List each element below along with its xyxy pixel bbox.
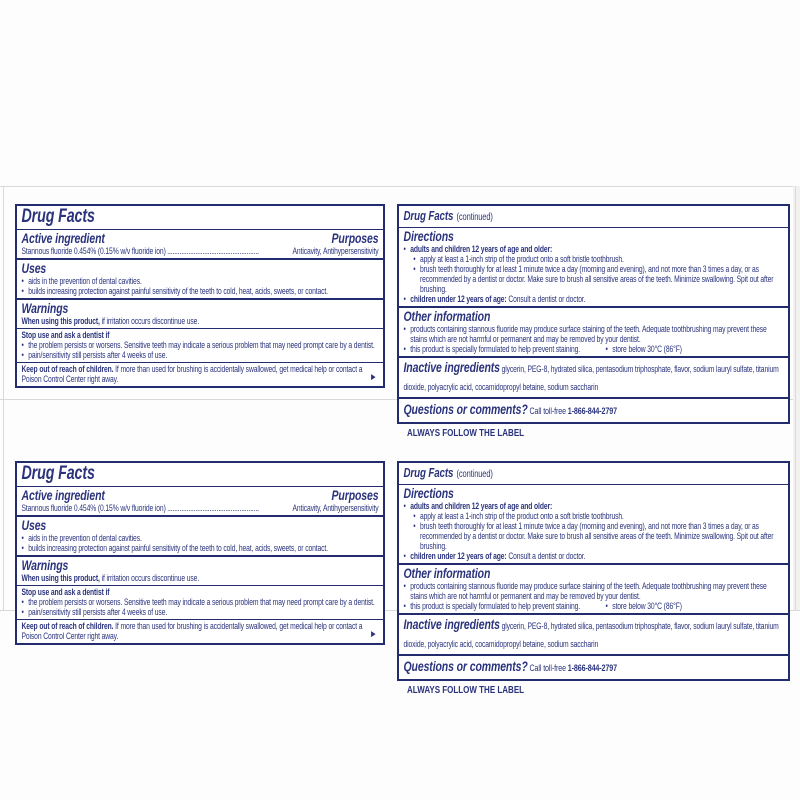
when-using-line (22, 573, 379, 583)
directions-children-line (410, 551, 585, 561)
uses-section (17, 517, 383, 555)
keep-out-rest: If more than used for brushing is accidentally swallowed, get medical help or contact a Poison Control Center right away. (21, 621, 363, 641)
keep-out-line (22, 621, 370, 641)
bullet-icon: • (403, 581, 406, 591)
active-ingredient-heading-row (22, 231, 379, 246)
bullet-icon: • (21, 276, 24, 286)
when-using-bold: When using this product, (21, 573, 100, 583)
bullet-icon: • (403, 324, 406, 334)
stop-use-bullet-2 (22, 607, 379, 617)
other-info-bullet-row (404, 344, 784, 354)
ingredient-name: Stannous fluoride 0.454% (0.15% w/v fluoride ion) (21, 246, 166, 256)
directions-sub-bullet-2 (413, 264, 783, 294)
bullet-icon: • (21, 533, 24, 543)
directions-adults-bullet (404, 244, 784, 254)
drug-facts-title: Drug Facts (21, 463, 95, 484)
inactive-ingredients-section (399, 358, 788, 397)
drug-facts-title-row (17, 463, 383, 486)
active-ingredient-heading-row (22, 488, 379, 503)
drug-facts-title-row (17, 206, 383, 229)
continue-arrow-icon: ► (369, 629, 377, 640)
questions-phone-number: 1-866-844-2797 (567, 406, 617, 417)
drug-facts-left-box (15, 461, 385, 645)
ingredient-row (22, 246, 379, 256)
uses-bullet-1-text: aids in the prevention of dental cavities. (28, 276, 142, 286)
bullet-icon: • (403, 501, 406, 511)
warnings-heading: Warnings (21, 557, 69, 573)
uses-bullet-1-text: aids in the prevention of dental cavities. (28, 533, 142, 543)
purposes-heading: Purposes (331, 230, 379, 246)
drug-facts-title: Drug Facts (21, 206, 95, 227)
dot-leader: .................................................... (167, 503, 259, 513)
drug-facts-right-box (397, 204, 790, 424)
keep-out-bold: Keep out of reach of children. (21, 621, 114, 631)
inactive-ingredients-text: glycerin, PEG-8, hydrated silica, pentasodium triphosphate, flavor, sodium lauryl sulfate, titanium dioxide, polyacrylic acid, cocamidopropyl betaine, sodium saccharin (403, 621, 779, 649)
directions-adults-bullet (404, 501, 784, 511)
other-info-bullet-1 (404, 581, 784, 601)
keep-out-section (17, 620, 383, 643)
warnings-section (17, 557, 383, 585)
active-ingredient-heading: Active ingredient (21, 230, 105, 246)
bullet-icon: • (21, 350, 24, 360)
stop-use-bullet-1-text: the problem persists or worsens. Sensitive teeth may indicate a serious problem that may need prompt care by a dentist. (28, 340, 375, 350)
dot-leader: .................................................... (167, 246, 259, 256)
drug-facts-continued-title: Drug Facts (403, 208, 454, 223)
directions-children-rest: Consult a dentist or doctor. (506, 294, 586, 304)
inactive-ingredients-heading: Inactive ingredients (403, 616, 500, 632)
bullet-icon: • (403, 601, 406, 611)
bullet-icon: • (413, 264, 416, 274)
bullet-icon: • (21, 340, 24, 350)
drug-facts-continued-row (399, 463, 788, 484)
stop-use-bullet-2-text: pain/sensitivity still persists after 4 weeks of use. (28, 607, 168, 617)
stop-use-heading: Stop use and ask a dentist if (21, 587, 110, 597)
keep-out-bold: Keep out of reach of children. (21, 364, 114, 374)
other-information-section (399, 308, 788, 356)
bullet-icon: • (21, 543, 24, 553)
drug-facts-continued-title: Drug Facts (403, 465, 454, 480)
warnings-heading: Warnings (21, 300, 69, 316)
directions-children-bullet (404, 551, 784, 561)
other-information-heading: Other information (403, 308, 491, 324)
ingredient-purpose: Anticavity, Antihypersensitivity (292, 246, 379, 256)
questions-call-text: Call toll-free (527, 663, 568, 674)
drug-facts-panel (15, 461, 793, 696)
left-box-content (17, 206, 383, 386)
questions-phone-number: 1-866-844-2797 (567, 663, 617, 674)
directions-children-bold: children under 12 years of age: (410, 294, 507, 304)
directions-section (399, 485, 788, 563)
uses-bullet-2 (22, 286, 379, 296)
directions-children-bullet (404, 294, 784, 304)
when-using-rest: if irritation occurs discontinue use. (99, 316, 200, 326)
uses-bullet-1 (22, 276, 379, 286)
directions-sub-bullet-1-text: apply at least a 1-inch strip of the product onto a soft bristle toothbrush. (420, 254, 624, 264)
active-ingredient-section (17, 230, 383, 258)
stop-use-bullet-1 (22, 340, 379, 350)
other-info-bullet-1 (404, 324, 784, 344)
directions-sub-bullet-1 (413, 511, 783, 521)
bullet-icon: • (21, 286, 24, 296)
other-information-section (399, 565, 788, 613)
directions-sub-bullet-2-text: brush teeth thoroughly for at least 1 minute twice a day (morning and evening), and not more than 3 times a day, or as recommended by a dentist or doctor. Make sure to brush all sensitive areas of the teeth. Minimize swallowing. Spit out after brushing. (420, 521, 774, 551)
stop-use-section (17, 329, 383, 362)
stop-use-bullet-2-text: pain/sensitivity still persists after 4 weeks of use. (28, 350, 168, 360)
directions-adults-text: adults and children 12 years of age and older: (410, 244, 553, 254)
drug-facts-panel (15, 204, 793, 439)
inactive-ingredients-section (399, 615, 788, 654)
when-using-line (22, 316, 379, 326)
active-ingredient-section (17, 487, 383, 515)
when-using-rest: if irritation occurs discontinue use. (99, 573, 200, 583)
bullet-icon: • (605, 601, 608, 611)
other-info-bullet-2-text: this product is specially formulated to help prevent staining. (410, 601, 580, 611)
directions-adults-text: adults and children 12 years of age and older: (410, 501, 553, 511)
directions-sub-bullet-2-text: brush teeth thoroughly for at least 1 minute twice a day (morning and evening), and not more than 3 times a day, or as recommended by a dentist or doctor. Make sure to brush all sensitive areas of the teeth. Minimize swallowing. Spit out after brushing. (420, 264, 774, 294)
bullet-icon: • (21, 597, 24, 607)
other-information-heading: Other information (403, 565, 491, 581)
bullet-icon: • (413, 521, 416, 531)
questions-call-text: Call toll-free (527, 406, 568, 417)
inactive-ingredients-text: glycerin, PEG-8, hydrated silica, pentasodium triphosphate, flavor, sodium lauryl sulfate, titanium dioxide, polyacrylic acid, cocamidopropyl betaine, sodium saccharin (403, 364, 779, 392)
drug-facts-continued-row (399, 206, 788, 227)
always-follow-label: ALWAYS FOLLOW THE LABEL (407, 428, 525, 439)
directions-heading: Directions (403, 485, 454, 501)
directions-heading: Directions (403, 228, 454, 244)
other-info-bullet-row (404, 601, 784, 611)
stop-use-section (17, 586, 383, 619)
uses-bullet-2-text: builds increasing protection against painful sensitivity of the teeth to cold, heat, acids, sweets, or contact. (28, 543, 328, 553)
left-box-content (17, 463, 383, 643)
bullet-icon: • (21, 607, 24, 617)
questions-section (399, 656, 788, 679)
keep-out-line (22, 364, 370, 384)
drug-facts-right-column (397, 461, 791, 696)
fold-line-top (0, 186, 800, 187)
directions-children-bold: children under 12 years of age: (410, 551, 507, 561)
uses-heading: Uses (21, 517, 47, 533)
ingredient-row (22, 503, 379, 513)
continued-label: (continued) (456, 212, 493, 223)
bullet-icon: • (605, 344, 608, 354)
directions-sub-bullet-1-text: apply at least a 1-inch strip of the product onto a soft bristle toothbrush. (420, 511, 624, 521)
ingredient-name: Stannous fluoride 0.454% (0.15% w/v fluoride ion) (21, 503, 166, 513)
stop-use-bullet-1 (22, 597, 379, 607)
right-box-content (399, 206, 788, 422)
directions-sub-bullet-1 (413, 254, 783, 264)
stop-use-bullet-2 (22, 350, 379, 360)
directions-children-rest: Consult a dentist or doctor. (506, 551, 586, 561)
fold-line-left (3, 186, 4, 610)
drug-facts-right-column (397, 204, 791, 439)
uses-bullet-2-text: builds increasing protection against painful sensitivity of the teeth to cold, heat, acids, sweets, or contact. (28, 286, 328, 296)
stop-use-heading: Stop use and ask a dentist if (21, 330, 110, 340)
active-ingredient-heading: Active ingredient (21, 487, 105, 503)
other-info-bullet-3-text: store below 30°C (86°F) (612, 344, 682, 354)
questions-heading: Questions or comments? (403, 401, 528, 417)
uses-section (17, 260, 383, 298)
inactive-ingredients-heading: Inactive ingredients (403, 359, 500, 375)
uses-bullet-1 (22, 533, 379, 543)
drug-facts-panels-container (15, 204, 793, 696)
keep-out-rest: If more than used for brushing is accidentally swallowed, get medical help or contact a Poison Control Center right away. (21, 364, 363, 384)
warnings-section (17, 300, 383, 328)
stop-use-bullet-1-text: the problem persists or worsens. Sensitive teeth may indicate a serious problem that may need prompt care by a dentist. (28, 597, 375, 607)
drug-facts-right-box (397, 461, 790, 681)
drug-facts-left-box (15, 204, 385, 388)
bullet-icon: • (403, 344, 406, 354)
directions-sub-bullet-2 (413, 521, 783, 551)
bullet-icon: • (403, 551, 406, 561)
directions-section (399, 228, 788, 306)
other-info-bullet-3-text: store below 30°C (86°F) (612, 601, 682, 611)
uses-bullet-2 (22, 543, 379, 553)
other-info-bullet-1-text: products containing stannous fluoride may produce surface staining of the teeth. Adequate toothbrushing may prevent these stains which are not harmful or permanent and may be removed by your dentist. (410, 324, 767, 344)
ingredient-purpose: Anticavity, Antihypersensitivity (292, 503, 379, 513)
right-box-content (399, 463, 788, 679)
bullet-icon: • (403, 294, 406, 304)
when-using-bold: When using this product, (21, 316, 100, 326)
questions-section (399, 399, 788, 422)
continued-label: (continued) (456, 469, 493, 480)
fold-line-right (795, 186, 796, 610)
bullet-icon: • (413, 254, 416, 264)
directions-children-line (410, 294, 585, 304)
other-info-bullet-2-text: this product is specially formulated to help prevent staining. (410, 344, 580, 354)
other-info-bullet-1-text: products containing stannous fluoride may produce surface staining of the teeth. Adequate toothbrushing may prevent these stains which are not harmful or permanent and may be removed by your dentist. (410, 581, 767, 601)
uses-heading: Uses (21, 260, 47, 276)
continue-arrow-icon: ► (369, 372, 377, 383)
questions-heading: Questions or comments? (403, 658, 528, 674)
purposes-heading: Purposes (331, 487, 379, 503)
bullet-icon: • (403, 244, 406, 254)
always-follow-label: ALWAYS FOLLOW THE LABEL (407, 685, 525, 696)
keep-out-section (17, 363, 383, 386)
bullet-icon: • (413, 511, 416, 521)
